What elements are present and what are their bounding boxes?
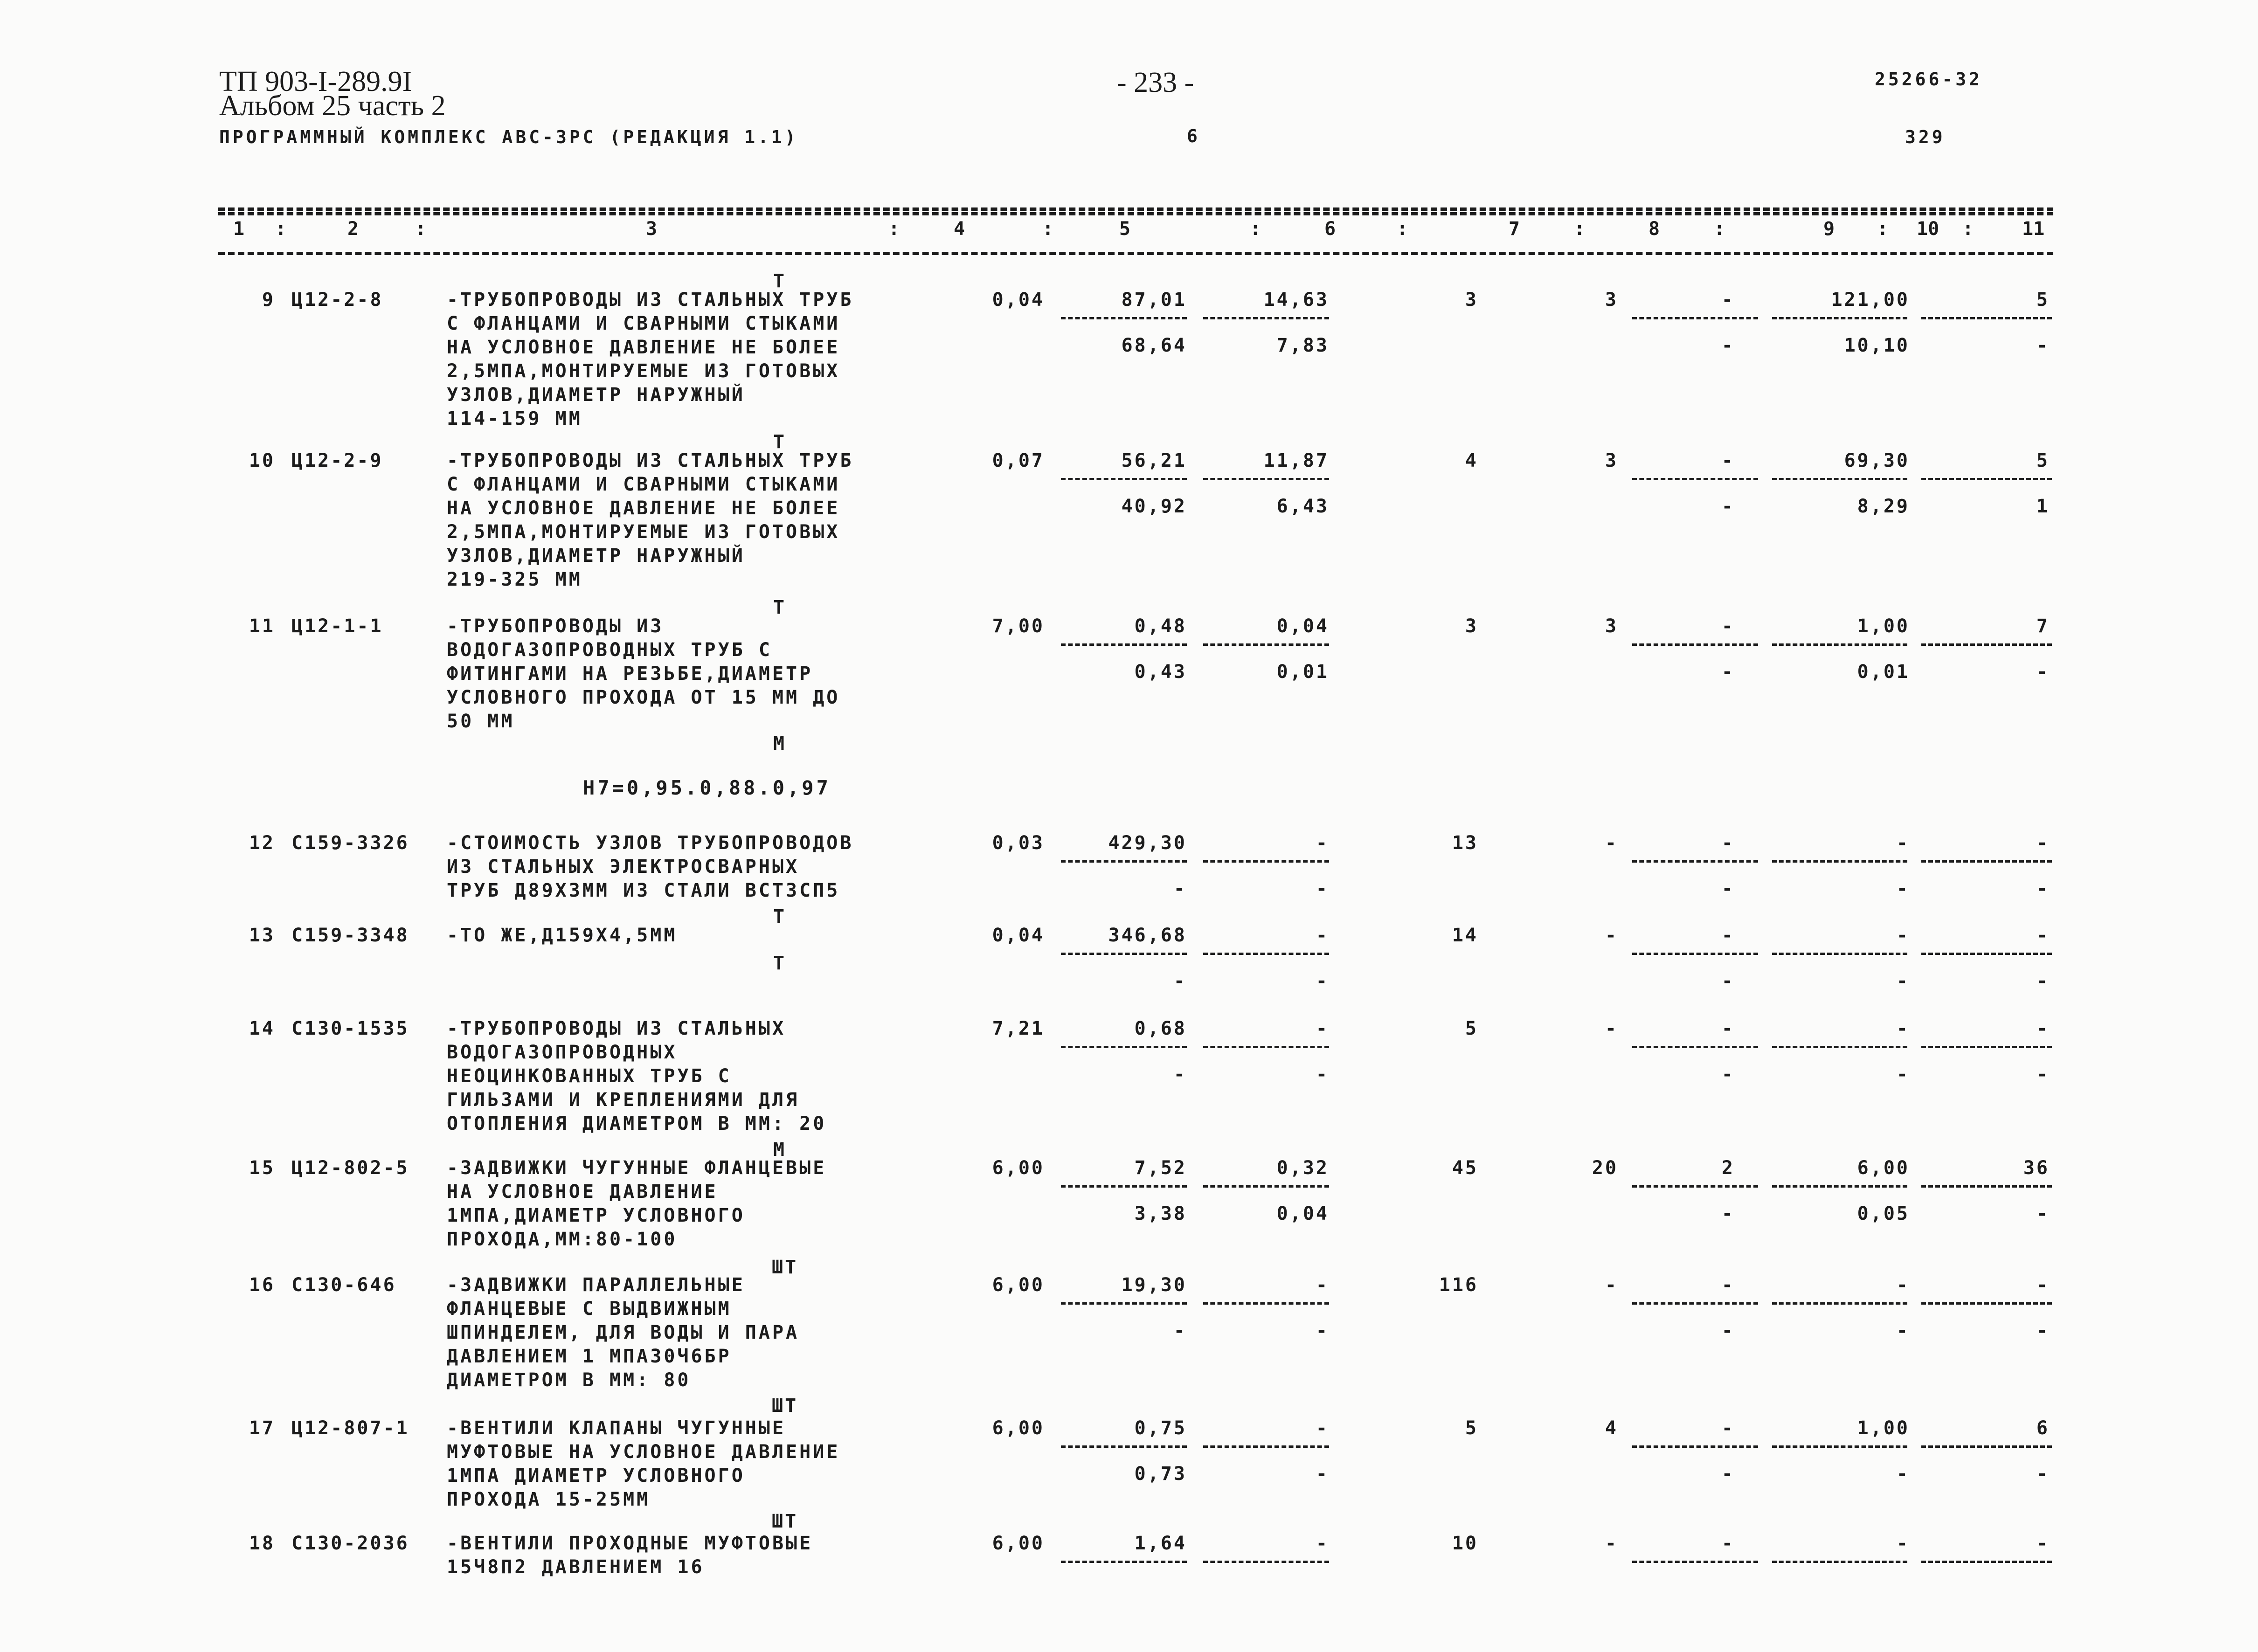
col11-subvalue: - <box>2036 1320 2050 1341</box>
value-separator <box>1921 317 2052 319</box>
unit-label: ШТ <box>772 1395 798 1417</box>
column-number: 11 <box>2022 218 2045 240</box>
value-separator <box>1203 1302 1329 1305</box>
work-description: -ТРУБОПРОВОДЫ ИЗ ВОДОГАЗОПРОВОДНЫХ ТРУБ С ФИТИНГАМИ НА РЕЗЬБЕ,ДИАМЕТР УСЛОВНОГО ПРОХОДА ОТ 15 ММ ДО 50 ММ <box>447 615 840 732</box>
col7-value: 116 <box>1439 1274 1478 1296</box>
col6-subvalue: 0,04 <box>1276 1203 1329 1224</box>
col11-subvalue: - <box>2036 1064 2050 1085</box>
col9-value: - <box>1721 1417 1735 1439</box>
row-number: 11 <box>249 615 275 637</box>
col11-subvalue: - <box>2036 1203 2050 1224</box>
row-number: 16 <box>249 1274 275 1296</box>
col11-value: 6 <box>2036 1417 2050 1439</box>
unit-label: М <box>773 733 787 754</box>
col10-subvalue: - <box>1896 970 1910 992</box>
value-separator <box>1921 1445 2052 1448</box>
col7-value: 14 <box>1452 925 1478 946</box>
col8-value: - <box>1605 832 1618 854</box>
col9-subvalue: - <box>1721 1463 1735 1485</box>
value-separator <box>1921 1046 2052 1048</box>
col7-value: 13 <box>1452 832 1478 854</box>
col5-value: 429,30 <box>1108 832 1187 854</box>
number-right: 329 <box>1905 127 1946 147</box>
col11-subvalue: - <box>2036 1463 2050 1485</box>
value-separator <box>1772 1185 1907 1188</box>
value-separator <box>1632 1185 1758 1188</box>
sheet-number: 6 <box>1187 126 1200 146</box>
col7-value: 4 <box>1465 450 1478 471</box>
column-separator: : <box>888 218 900 240</box>
col7-value: 3 <box>1465 615 1478 637</box>
doc-code: ТП 903-I-289.9I <box>219 66 412 97</box>
col6-value: 0,04 <box>1276 615 1329 637</box>
value-separator <box>1203 643 1329 646</box>
col9-value: - <box>1721 1274 1735 1296</box>
row-number: 13 <box>249 925 275 946</box>
column-separator: : <box>1250 218 1261 240</box>
col8-value: 3 <box>1605 289 1618 311</box>
value-separator <box>1632 860 1758 863</box>
col11-value: - <box>2036 925 2050 946</box>
work-description: -ТРУБОПРОВОДЫ ИЗ СТАЛЬНЫХ ТРУБ С ФЛАНЦАМИ И СВАРНЫМИ СТЫКАМИ НА УСЛОВНОЕ ДАВЛЕНИЕ НЕ БОЛЕЕ 2,5МПА,МОНТИРУЕМЫЕ ИЗ ГОТОВЫХ УЗЛОВ,ДИАМЕТР НАРУЖНЫЙ 219-325 ММ <box>447 450 854 590</box>
row-number: 17 <box>249 1417 275 1439</box>
unit-label: М <box>773 1139 787 1161</box>
col11-value: - <box>2036 1533 2050 1554</box>
col10-value: 69,30 <box>1844 450 1910 471</box>
value-separator <box>1772 1302 1907 1305</box>
col9-value: - <box>1721 832 1735 854</box>
qty-value: 0,07 <box>992 450 1045 471</box>
col9-value: 2 <box>1721 1157 1735 1179</box>
value-separator <box>1772 860 1907 863</box>
column-number: 6 <box>1324 218 1336 240</box>
col8-value: 3 <box>1605 450 1618 471</box>
value-separator <box>1632 478 1758 480</box>
col8-value: 20 <box>1592 1157 1618 1179</box>
col10-subvalue: - <box>1896 1064 1910 1085</box>
value-separator <box>1061 1445 1187 1448</box>
col9-subvalue: - <box>1721 970 1735 992</box>
col5-subvalue: - <box>1173 1320 1187 1341</box>
work-description: -ТРУБОПРОВОДЫ ИЗ СТАЛЬНЫХ ТРУБ С ФЛАНЦАМИ И СВАРНЫМИ СТЫКАМИ НА УСЛОВНОЕ ДАВЛЕНИЕ НЕ БОЛЕЕ 2,5МПА,МОНТИРУЕМЫЕ ИЗ ГОТОВЫХ УЗЛОВ,ДИАМЕТР НАРУЖНЫЙ 114-159 ММ <box>447 289 854 429</box>
col11-subvalue: - <box>2036 878 2050 899</box>
unit-label: Т <box>773 953 787 974</box>
value-separator <box>1061 1561 1187 1563</box>
value-separator <box>1772 1445 1907 1448</box>
col5-subvalue: 3,38 <box>1134 1203 1187 1224</box>
col11-value: 7 <box>2036 615 2050 637</box>
value-separator <box>1772 1046 1907 1048</box>
col6-value: - <box>1316 1018 1329 1039</box>
work-description: -ТРУБОПРОВОДЫ ИЗ СТАЛЬНЫХ ВОДОГАЗОПРОВОДНЫХ НЕОЦИНКОВАННЫХ ТРУБ С ГИЛЬЗАМИ И КРЕПЛЕНИЯМИ ДЛЯ ОТОПЛЕНИЯ ДИАМЕТРОМ В ММ: 20 <box>447 1018 827 1134</box>
price-code: С130-2036 <box>291 1533 409 1554</box>
price-code: Ц12-2-8 <box>291 289 383 311</box>
col5-value: 0,68 <box>1134 1018 1187 1039</box>
work-description: -ВЕНТИЛИ ПРОХОДНЫЕ МУФТОВЫЕ 15Ч8П2 ДАВЛЕНИЕМ 16 <box>447 1533 813 1578</box>
col9-value: - <box>1721 450 1735 471</box>
column-separator: : <box>1042 218 1054 240</box>
col6-subvalue: - <box>1316 1320 1329 1341</box>
column-number: 10 <box>1917 218 1939 240</box>
col9-subvalue: - <box>1721 496 1735 517</box>
price-code: С130-1535 <box>291 1018 409 1039</box>
column-separator: : <box>415 218 427 240</box>
col7-value: 3 <box>1465 289 1478 311</box>
col6-subvalue: - <box>1316 878 1329 899</box>
col8-value: - <box>1605 1274 1618 1296</box>
price-code: С159-3326 <box>291 832 409 854</box>
value-separator <box>1632 317 1758 319</box>
value-separator <box>1632 1445 1758 1448</box>
value-separator <box>1772 1561 1907 1563</box>
col10-value: - <box>1896 832 1910 854</box>
price-code: Ц12-2-9 <box>291 450 383 471</box>
unit-label: Т <box>773 270 787 292</box>
col10-subvalue: - <box>1896 1463 1910 1485</box>
col5-value: 346,68 <box>1108 925 1187 946</box>
col5-value: 56,21 <box>1121 450 1187 471</box>
col9-value: - <box>1721 925 1735 946</box>
formula: Н7=0,95.0,88.0,97 <box>583 776 831 799</box>
col5-value: 1,64 <box>1134 1533 1187 1554</box>
col11-value: 36 <box>2023 1157 2050 1179</box>
col10-subvalue: 0,01 <box>1857 661 1910 683</box>
col10-value: 1,00 <box>1857 1417 1910 1439</box>
col11-subvalue: - <box>2036 661 2050 683</box>
value-separator <box>1061 953 1187 955</box>
col6-value: - <box>1316 1274 1329 1296</box>
value-separator <box>1921 1561 2052 1563</box>
col10-subvalue: 0,05 <box>1857 1203 1910 1224</box>
col8-value: 4 <box>1605 1417 1618 1439</box>
column-separator: : <box>1877 218 1889 240</box>
col11-subvalue: - <box>2036 970 2050 992</box>
col9-value: - <box>1721 1018 1735 1039</box>
price-code: Ц12-807-1 <box>291 1417 409 1439</box>
col6-value: - <box>1316 1533 1329 1554</box>
column-number: 3 <box>646 218 658 240</box>
unit-label: Т <box>773 597 787 618</box>
col9-subvalue: - <box>1721 1203 1735 1224</box>
value-separator <box>1632 953 1758 955</box>
value-separator <box>1061 1302 1187 1305</box>
column-separator: : <box>1714 218 1725 240</box>
price-code: С159-3348 <box>291 925 409 946</box>
col9-subvalue: - <box>1721 1064 1735 1085</box>
col7-value: 45 <box>1452 1157 1478 1179</box>
column-number: 1 <box>233 218 245 240</box>
unit-label: ШТ <box>772 1511 798 1532</box>
value-separator <box>1203 1445 1329 1448</box>
table-rule-header-bottom <box>218 252 2053 255</box>
col5-subvalue: - <box>1173 970 1187 992</box>
col11-subvalue: 1 <box>2036 496 2050 517</box>
col8-value: - <box>1605 925 1618 946</box>
value-separator <box>1921 643 2052 646</box>
col10-value: 6,00 <box>1857 1157 1910 1179</box>
col9-value: - <box>1721 289 1735 311</box>
col6-subvalue: 7,83 <box>1276 335 1329 356</box>
col7-value: 10 <box>1452 1533 1478 1554</box>
col5-value: 0,48 <box>1134 615 1187 637</box>
col10-value: - <box>1896 1533 1910 1554</box>
column-separator: : <box>1397 218 1408 240</box>
col6-subvalue: 0,01 <box>1276 661 1329 683</box>
album-label: Альбом 25 часть 2 <box>219 90 446 122</box>
qty-value: 6,00 <box>992 1533 1045 1554</box>
value-separator <box>1203 953 1329 955</box>
col6-value: - <box>1316 832 1329 854</box>
col8-value: - <box>1605 1533 1618 1554</box>
unit-label: Т <box>773 431 787 453</box>
value-separator <box>1632 1046 1758 1048</box>
col11-subvalue: - <box>2036 335 2050 356</box>
qty-value: 0,04 <box>992 289 1045 311</box>
value-separator <box>1921 1185 2052 1188</box>
program-title: ПРОГРАММНЫЙ КОМПЛЕКС АВС-3РС (РЕДАКЦИЯ 1.1) <box>219 127 798 147</box>
col10-subvalue: - <box>1896 1320 1910 1341</box>
col6-subvalue: 6,43 <box>1276 496 1329 517</box>
col5-value: 0,75 <box>1134 1417 1187 1439</box>
value-separator <box>1061 860 1187 863</box>
value-separator <box>1772 643 1907 646</box>
col5-subvalue: 0,73 <box>1134 1463 1187 1485</box>
row-number: 18 <box>249 1533 275 1554</box>
unit-label: ШТ <box>772 1257 798 1278</box>
value-separator <box>1203 1046 1329 1048</box>
col10-value: 1,00 <box>1857 615 1910 637</box>
value-separator <box>1772 478 1907 480</box>
value-separator <box>1921 478 2052 480</box>
value-separator <box>1203 860 1329 863</box>
col5-value: 19,30 <box>1121 1274 1187 1296</box>
column-number: 4 <box>954 218 965 240</box>
price-code: С130-646 <box>291 1274 396 1296</box>
value-separator <box>1632 1302 1758 1305</box>
qty-value: 6,00 <box>992 1157 1045 1179</box>
column-number: 8 <box>1648 218 1660 240</box>
column-separator: : <box>275 218 287 240</box>
work-description: -ЗАДВИЖКИ ПАРАЛЛЕЛЬНЫЕ ФЛАНЦЕВЫЕ С ВЫДВИЖНЫМ ШПИНДЕЛЕМ, ДЛЯ ВОДЫ И ПАРА ДАВЛЕНИЕМ 1 МПА30Ч6БР ДИАМЕТРОМ В ММ: 80 <box>447 1274 800 1391</box>
col9-value: - <box>1721 615 1735 637</box>
col6-value: 0,32 <box>1276 1157 1329 1179</box>
value-separator <box>1203 1185 1329 1188</box>
code-right: 25266-32 <box>1875 69 1983 90</box>
col5-subvalue: 68,64 <box>1121 335 1187 356</box>
col5-subvalue: - <box>1173 1064 1187 1085</box>
col11-value: 5 <box>2036 450 2050 471</box>
qty-value: 7,00 <box>992 615 1045 637</box>
col5-subvalue: 0,43 <box>1134 661 1187 683</box>
col6-value: 14,63 <box>1263 289 1329 311</box>
value-separator <box>1921 1302 2052 1305</box>
table-rule-top <box>218 207 2053 211</box>
col6-subvalue: - <box>1316 1463 1329 1485</box>
unit-label: Т <box>773 906 787 927</box>
column-number: 5 <box>1119 218 1131 240</box>
col9-subvalue: - <box>1721 1320 1735 1341</box>
col5-value: 7,52 <box>1134 1157 1187 1179</box>
work-description: -ЗАДВИЖКИ ЧУГУННЫЕ ФЛАНЦЕВЫЕ НА УСЛОВНОЕ ДАВЛЕНИЕ 1МПА,ДИАМЕТР УСЛОВНОГО ПРОХОДА,ММ:80-100 <box>447 1157 827 1250</box>
row-number: 14 <box>249 1018 275 1039</box>
column-number: 7 <box>1509 218 1520 240</box>
column-separator: : <box>1962 218 1974 240</box>
col8-value: 3 <box>1605 615 1618 637</box>
value-separator <box>1632 643 1758 646</box>
col9-subvalue: - <box>1721 661 1735 683</box>
col10-subvalue: 8,29 <box>1857 496 1910 517</box>
value-separator <box>1921 860 2052 863</box>
col10-value: - <box>1896 1274 1910 1296</box>
table-rule-top-2 <box>218 212 2053 215</box>
value-separator <box>1061 643 1187 646</box>
value-separator <box>1203 317 1329 319</box>
value-separator <box>1203 1561 1329 1563</box>
column-number: 2 <box>347 218 359 240</box>
work-description: -ТО ЖЕ,Д159Х4,5ММ <box>447 925 678 946</box>
col9-subvalue: - <box>1721 878 1735 899</box>
qty-value: 0,03 <box>992 832 1045 854</box>
qty-value: 6,00 <box>992 1274 1045 1296</box>
column-separator: : <box>1574 218 1586 240</box>
col11-value: 5 <box>2036 289 2050 311</box>
qty-value: 7,21 <box>992 1018 1045 1039</box>
col8-value: - <box>1605 1018 1618 1039</box>
col10-value: - <box>1896 925 1910 946</box>
value-separator <box>1203 478 1329 480</box>
col6-subvalue: - <box>1316 970 1329 992</box>
qty-value: 0,04 <box>992 925 1045 946</box>
work-description: -ВЕНТИЛИ КЛАПАНЫ ЧУГУННЫЕ МУФТОВЫЕ НА УСЛОВНОЕ ДАВЛЕНИЕ 1МПА ДИАМЕТР УСЛОВНОГО ПРОХОДА 15-25ММ <box>447 1417 840 1510</box>
col7-value: 5 <box>1465 1417 1478 1439</box>
col9-value: - <box>1721 1533 1735 1554</box>
value-separator <box>1632 1561 1758 1563</box>
col10-value: - <box>1896 1018 1910 1039</box>
col5-subvalue: - <box>1173 878 1187 899</box>
col6-value: - <box>1316 925 1329 946</box>
row-number: 15 <box>249 1157 275 1179</box>
price-code: Ц12-1-1 <box>291 615 383 637</box>
col11-value: - <box>2036 832 2050 854</box>
col10-value: 121,00 <box>1831 289 1910 311</box>
col5-value: 87,01 <box>1121 289 1187 311</box>
row-number: 9 <box>262 289 275 311</box>
page-number: - 233 - <box>1117 67 1194 98</box>
col11-value: - <box>2036 1018 2050 1039</box>
col11-value: - <box>2036 1274 2050 1296</box>
work-description: -СТОИМОСТЬ УЗЛОВ ТРУБОПРОВОДОВ ИЗ СТАЛЬНЫХ ЭЛЕКТРОСВАРНЫХ ТРУБ Д89Х3ММ ИЗ СТАЛИ ВСТ3СП5 <box>447 832 854 901</box>
col10-subvalue: 10,10 <box>1844 335 1910 356</box>
value-separator <box>1772 953 1907 955</box>
col6-value: - <box>1316 1417 1329 1439</box>
row-number: 12 <box>249 832 275 854</box>
value-separator <box>1921 953 2052 955</box>
value-separator <box>1061 478 1187 480</box>
column-number: 9 <box>1823 218 1835 240</box>
col10-subvalue: - <box>1896 878 1910 899</box>
value-separator <box>1061 1046 1187 1048</box>
col6-value: 11,87 <box>1263 450 1329 471</box>
value-separator <box>1061 317 1187 319</box>
col9-subvalue: - <box>1721 335 1735 356</box>
row-number: 10 <box>249 450 275 471</box>
qty-value: 6,00 <box>992 1417 1045 1439</box>
col5-subvalue: 40,92 <box>1121 496 1187 517</box>
value-separator <box>1772 317 1907 319</box>
price-code: Ц12-802-5 <box>291 1157 409 1179</box>
value-separator <box>1061 1185 1187 1188</box>
col7-value: 5 <box>1465 1018 1478 1039</box>
col6-subvalue: - <box>1316 1064 1329 1085</box>
